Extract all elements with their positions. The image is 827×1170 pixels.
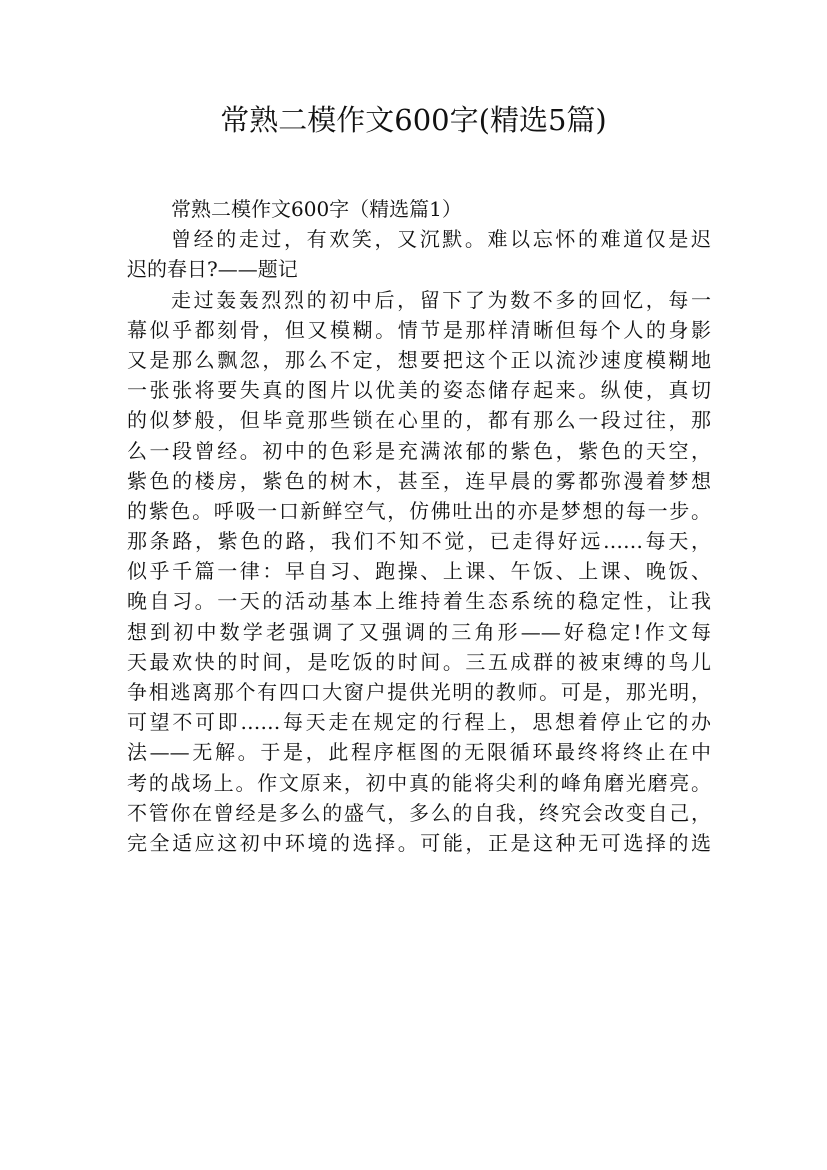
document-body xyxy=(127,194,711,858)
body-line: 的似梦般，但毕竟那些锁在心里的，都有那么一段过往，那 xyxy=(127,408,711,433)
body-line: 紫色的楼房，紫色的树木，甚至，连早晨的雾都弥漫着梦想 xyxy=(127,468,711,493)
body-line: 的紫色。呼吸一口新鲜空气，仿佛吐出的亦是梦想的每一步。 xyxy=(127,498,711,523)
body-line: 又是那么飘忽，那么不定，想要把这个正以流沙速度模糊地 xyxy=(127,347,711,372)
body-line: 想到初中数学老强调了又强调的三角形——好稳定!作文每 xyxy=(127,619,711,644)
body-line: 考的战场上。作文原来，初中真的能将尖利的峰角磨光磨亮。 xyxy=(127,770,711,795)
body-line: 么一段曾经。初中的色彩是充满浓郁的紫色，紫色的天空， xyxy=(127,438,711,463)
document-title: 常熟二模作文600字(精选5篇) xyxy=(220,103,607,137)
body-line: 完全适应这初中环境的选择。可能，正是这种无可选择的选 xyxy=(127,830,711,855)
body-line: 晚自习。一天的活动基本上维持着生态系统的稳定性，让我 xyxy=(127,589,711,614)
body-line: 走过轰轰烈烈的初中后，留下了为数不多的回忆，每一 xyxy=(171,287,711,312)
body-line: 幕似乎都刻骨，但又模糊。情节是那样清晰但每个人的身影 xyxy=(127,317,711,342)
body-line: 常熟二模作文600字（精选篇1） xyxy=(171,197,462,221)
body-line: 法——无解。于是，此程序框图的无限循环最终将终止在中 xyxy=(127,740,711,765)
body-line: 那条路，紫色的路，我们不知不觉，已走得好远……每天， xyxy=(127,529,711,554)
body-line: 一张张将要失真的图片以优美的姿态储存起来。纵使，真切 xyxy=(127,378,711,403)
body-line: 争相逃离那个有四口大窗户提供光明的教师。可是，那光明， xyxy=(127,680,711,704)
body-line: 似乎千篇一律：早自习、跑操、上课、午饭、上课、晚饭、 xyxy=(127,559,711,584)
body-line: 天最欢快的时间，是吃饭的时间。三五成群的被束缚的鸟儿 xyxy=(127,649,711,674)
body-line: 不管你在曾经是多么的盛气，多么的自我，终究会改变自己， xyxy=(127,800,711,825)
body-line: 曾经的走过，有欢笑，又沉默。难以忘怀的难道仅是迟 xyxy=(171,227,711,252)
body-line: 迟的春日?——题记 xyxy=(127,257,298,282)
body-line: 可望不可即……每天走在规定的行程上，思想着停止它的办 xyxy=(127,710,711,735)
